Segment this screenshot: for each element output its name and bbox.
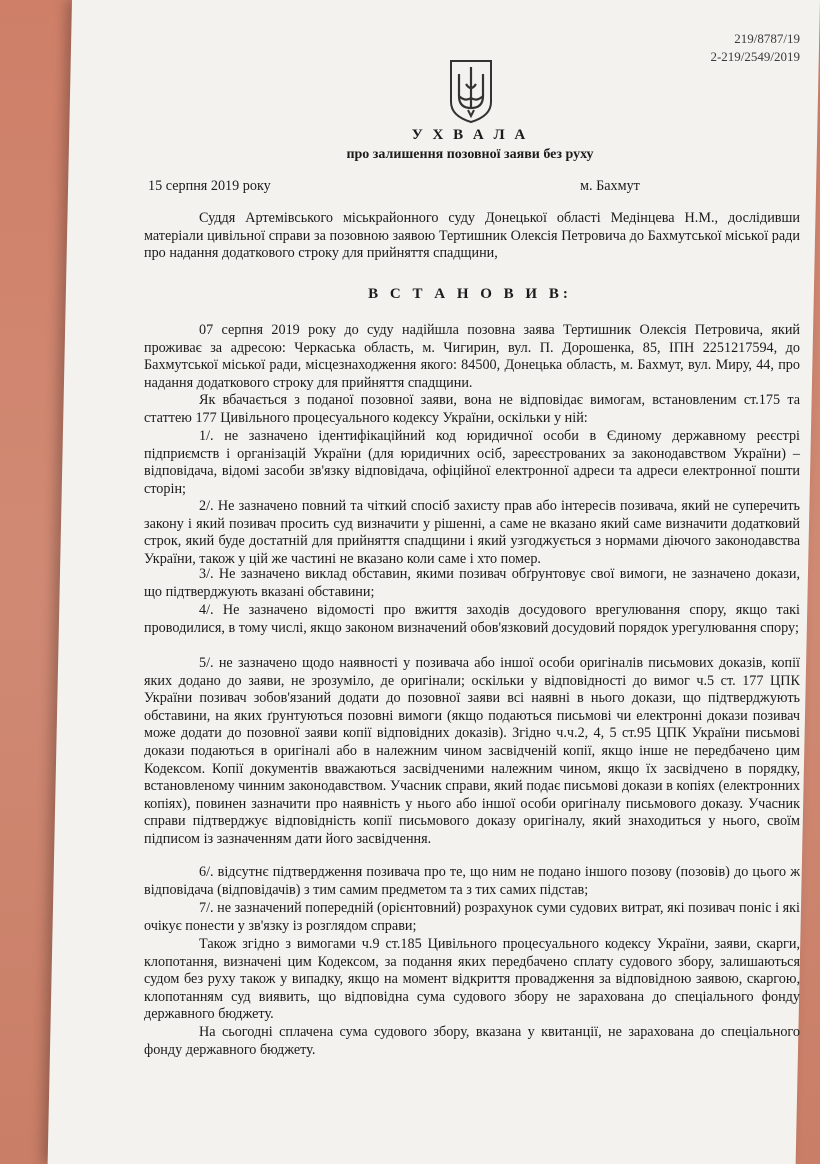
paragraph: 5/. не зазначено щодо наявності у позивача або іншої особи оригіналів письмових доказів, копії яких додано до заяви, не зрозуміло, де оригінали; оскільки у відповідності до вимог ч.5 ст. 177 ЦПК України позивач зобов'язаний додати до позовної заяви всі наявні в нього докази, що підтверджують обставини, на яких ґрунтуються позовні вимоги (якщо подаються письмові чи електронні докази позивач може додати до позовної заяви копії відповідних доказів). Згідно ч.ч.2, 4, 5 ст.95 ЦПК України письмові докази подаються в оригіналі або в належним чином засвідченій копії, якщо інше не передбачено цим Кодексом. Копії документів вважаються засвідченими належним чином, якщо їх засвідчено в порядку, встановленому чинним законодавством. Учасник справи, який подає письмові докази в копіях (електронних копіях), повинен зазначити про наявність у нього або іншої особи оригіналу письмового доказу. Учасник справи підтверджує відповідність копії письмового доказу оригіналу, який знаходиться у нього, своїм підписом із зазначенням дати його засвідчення. xyxy=(144,655,800,847)
paragraph: Також згідно з вимогами ч.9 ст.185 Цивільного процесуального кодексу України, заяви, скарги, клопотання, визначені цим Кодексом, за подання яких передбачено сплату судового збору, залишаються судом без руху також у випадку, якщо на момент відкриття провадження за відповідною заявою, скаргою, клопотанням суд виявить, що відповідна сума судового збору не зарахована до спеціального фонду державного бюджету. xyxy=(144,936,800,1023)
paragraph: 4/. Не зазначено відомості про вжиття заходів досудового врегулювання спору, якщо такі проводилися, в тому числі, якщо законом визначений обов'язковий досудовий порядок урегулювання спору; xyxy=(144,602,800,636)
trident-coat-of-arms-icon xyxy=(448,58,494,124)
paragraph: На сьогодні сплачена сума судового збору, вказана у квитанції, не зарахована до спеціального фонду державного бюджету. xyxy=(144,1024,800,1058)
document-city: м. Бахмут xyxy=(580,178,640,194)
paragraph: 3/. Не зазначено виклад обставин, якими позивач обґрунтовує свої вимоги, не зазначено докази, що підтверджують вказані обставини; xyxy=(144,566,800,600)
paragraph: 1/. не зазначено ідентифікаційний код юридичної особи в Єдиному державному реєстрі підприємств і організацій України (для юридичних осіб, зареєстрованих за законодавством України) – відповідача, відомі засоби зв'язку відповідача, офіційної електронної адреси та адреси електронної пошти сторін; xyxy=(144,428,800,497)
paragraph: Як вбачається з поданої позовної заяви, вона не відповідає вимогам, встановленим ст.175 та статтею 177 Цивільного процесуального кодексу України, оскільки у ній: xyxy=(144,392,800,426)
document-date: 15 серпня 2019 року xyxy=(148,178,271,194)
case-number: 2-219/2549/2019 xyxy=(710,49,800,64)
paragraph: 7/. не зазначений попередній (орієнтовний) розрахунок суми судових витрат, які позивач поніс і які очікує понести у зв'язку із розглядом справи; xyxy=(144,900,800,934)
document-title: У Х В А Л А xyxy=(411,127,529,143)
case-numbers xyxy=(710,30,800,66)
paragraph: 2/. Не зазначено повний та чіткий спосіб захисту прав або інтересів позивача, який не суперечить закону і який позивач просить суд визначити у рішенні, а саме не вказано який саме визначити додатковий строк, який буде достатній для прийняття спадщини і який узгоджується з нормами діючого законодавства України, також у цій же частині не вказано коли саме і хто помер. xyxy=(144,498,800,567)
case-number: 219/8787/19 xyxy=(734,31,800,46)
document-subtitle: про залишення позовної заяви без руху xyxy=(346,147,594,162)
paragraph: 6/. відсутнє підтвердження позивача про те, що ним не подано іншого позову (позовів) до цього ж відповідача (відповідачів) з тим самим предметом та з тих самих підстав; xyxy=(144,864,800,898)
document-content xyxy=(140,0,800,1164)
paragraph: 07 серпня 2019 року до суду надійшла позовна заява Тертишник Олексія Петровича, який проживає за адресою: Черкаська область, м. Чигирин, вул. П. Дорошенка, 85, ІПН 2251217594, до Бахмутської міської ради, місцезнаходження якого: 84500, Донецька область, м. Бахмут, вул. Миру, 44, про надання додаткового строку для прийняття спадщини. xyxy=(144,322,800,391)
section-heading: В С Т А Н О В И В: xyxy=(368,286,572,302)
intro-paragraph: Суддя Артемівського міськрайонного суду Донецької області Медінцева Н.М., дослідивши матеріали цивільної справи за позовною заявою Тертишник Олексія Петровича до Бахмутської міської ради про надання додаткового строку для прийняття спадщини, xyxy=(144,210,800,262)
